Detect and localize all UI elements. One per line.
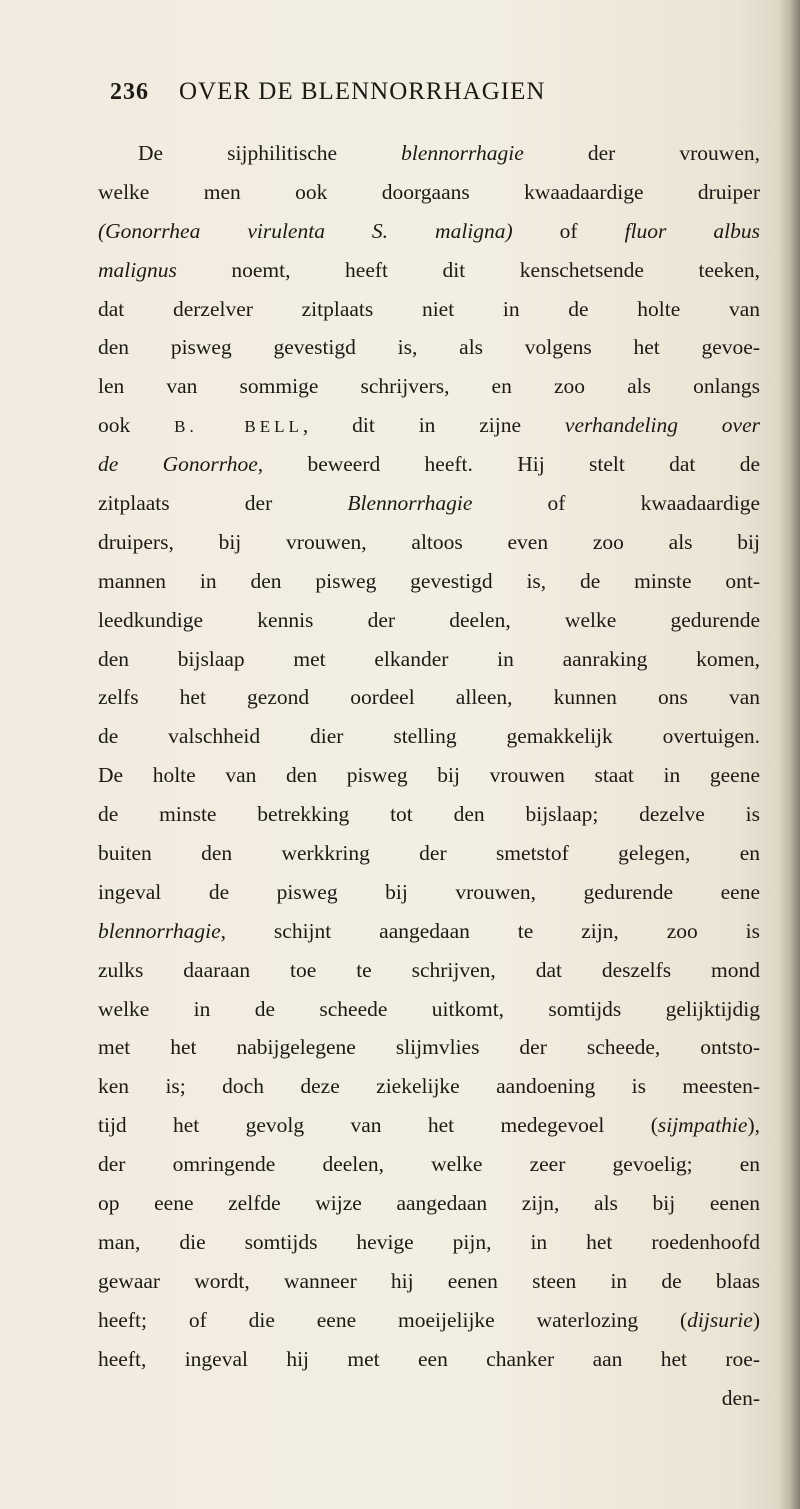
running-title: OVER DE BLENNORRHAGIEN bbox=[179, 78, 546, 105]
author-name: B. BELL bbox=[174, 417, 303, 437]
text-line bbox=[98, 990, 760, 1029]
text-line bbox=[98, 678, 760, 717]
italic-term: Blennorrhagie bbox=[347, 491, 473, 516]
text-line bbox=[98, 1223, 760, 1262]
text-line bbox=[98, 134, 760, 173]
text-segment: tijd het gevolg van het medegevoel ( bbox=[98, 1113, 658, 1138]
text-segment: ingeval de pisweg bij vrouwen, gedurende eene bbox=[98, 879, 760, 904]
text-line bbox=[98, 173, 760, 212]
text-segment: noemt, heeft dit kenschetsende teeken, bbox=[176, 257, 760, 282]
text-line bbox=[98, 523, 760, 562]
text-segment: welke in de scheede uitkomt, somtijds gelijktijdig bbox=[98, 996, 760, 1021]
text-segment: gewaar wordt, wanneer hij eenen steen in de blaas bbox=[98, 1268, 760, 1293]
italic-term: blennorrhagie bbox=[401, 141, 524, 165]
text-segment: den- bbox=[721, 1385, 760, 1410]
text-line bbox=[98, 328, 760, 367]
text-segment: , schijnt aangedaan te zijn, zoo is bbox=[220, 918, 760, 943]
text-segment: len van sommige schrijvers, en zoo als onlangs bbox=[98, 374, 760, 399]
text-line bbox=[98, 834, 760, 873]
text-line bbox=[98, 1301, 760, 1340]
text-segment: leedkundige kennis der deelen, welke gedurende bbox=[98, 607, 760, 632]
text-line bbox=[98, 1145, 760, 1184]
text-segment: heeft, ingeval hij met een chanker aan het roe- bbox=[98, 1346, 760, 1371]
italic-term: dijsurie bbox=[687, 1307, 753, 1332]
italic-term: (Gonorrhea virulenta S. maligna) bbox=[98, 218, 513, 243]
text-segment: mannen in den pisweg gevestigd is, de minste ont- bbox=[98, 568, 760, 593]
text-segment: ken is; doch deze ziekelijke aandoening is meesten- bbox=[98, 1074, 760, 1099]
italic-term: blennorrhagie bbox=[98, 918, 221, 943]
text-segment: , dit in zijne bbox=[302, 413, 565, 438]
text-segment: de minste betrekking tot den bijslaap; dezelve is bbox=[98, 802, 760, 827]
text-line bbox=[98, 1067, 760, 1106]
text-segment: dat derzelver zitplaats niet in de holte van bbox=[98, 296, 760, 321]
text-line bbox=[98, 562, 760, 601]
italic-term: verhandeling over bbox=[564, 413, 761, 438]
page-number: 236 bbox=[110, 79, 149, 105]
text-segment: den pisweg gevestigd is, als volgens het gevoe- bbox=[98, 335, 760, 360]
text-segment: met het nabijgelegene slijmvlies der scheede, ontsto- bbox=[98, 1035, 760, 1060]
text-segment: ) bbox=[752, 1307, 760, 1332]
text-line bbox=[98, 1262, 760, 1301]
text-line bbox=[98, 640, 760, 679]
text-line bbox=[98, 1106, 760, 1145]
text-segment: op eene zelfde wijze aangedaan zijn, als bij eenen bbox=[98, 1191, 760, 1216]
body-text bbox=[98, 134, 760, 1417]
text-segment: De sijphilitische bbox=[138, 141, 402, 165]
text-line bbox=[98, 445, 760, 484]
text-line bbox=[98, 290, 760, 329]
text-segment: ), bbox=[747, 1113, 760, 1138]
text-segment: de valschheid dier stelling gemakkelijk overtuigen. bbox=[98, 724, 760, 749]
text-line bbox=[98, 251, 760, 290]
text-segment: man, die somtijds hevige pijn, in het roedenhoofd bbox=[98, 1229, 760, 1254]
text-segment: zulks daaraan toe te schrijven, dat deszelfs mond bbox=[98, 957, 760, 982]
italic-term: fluor albus bbox=[624, 218, 760, 243]
page-edge-shadow bbox=[778, 0, 800, 1509]
text-segment: buiten den werkkring der smetstof gelegen, en bbox=[98, 841, 760, 866]
text-segment: der vrouwen, bbox=[523, 141, 760, 165]
text-line bbox=[98, 912, 760, 951]
text-line bbox=[98, 212, 760, 251]
text-segment: , beweerd heeft. Hij stelt dat de bbox=[257, 452, 760, 477]
text-line bbox=[98, 795, 760, 834]
text-line bbox=[98, 1028, 760, 1067]
text-line bbox=[98, 601, 760, 640]
text-line bbox=[98, 1184, 760, 1223]
text-line bbox=[98, 367, 760, 406]
italic-term: sijmpathie bbox=[657, 1113, 748, 1138]
text-segment: der omringende deelen, welke zeer gevoelig; en bbox=[98, 1152, 760, 1177]
text-line bbox=[98, 1340, 760, 1379]
text-line bbox=[98, 717, 760, 756]
text-segment: druipers, bij vrouwen, altoos even zoo als bij bbox=[98, 529, 760, 554]
text-segment: zelfs het gezond oordeel alleen, kunnen ons van bbox=[98, 685, 760, 710]
text-segment: of kwaadaardige bbox=[472, 491, 760, 516]
text-segment: zitplaats der bbox=[98, 491, 348, 516]
text-line bbox=[98, 873, 760, 912]
italic-term: malignus bbox=[98, 257, 177, 282]
text-line bbox=[98, 1379, 760, 1418]
text-segment: heeft; of die eene moeijelijke waterlozing ( bbox=[98, 1307, 688, 1332]
text-line bbox=[98, 484, 760, 523]
page-header bbox=[110, 78, 670, 118]
text-segment: welke men ook doorgaans kwaadaardige druiper bbox=[98, 179, 760, 204]
italic-term: de Gonorrhoe bbox=[98, 452, 258, 477]
text-segment: De holte van den pisweg bij vrouwen staat in geene bbox=[98, 763, 760, 788]
text-segment: of bbox=[512, 218, 625, 243]
text-line bbox=[98, 756, 760, 795]
text-segment: ook bbox=[98, 413, 175, 438]
text-line bbox=[98, 951, 760, 990]
text-line bbox=[98, 406, 760, 445]
text-segment: den bijslaap met elkander in aanraking komen, bbox=[98, 646, 760, 671]
